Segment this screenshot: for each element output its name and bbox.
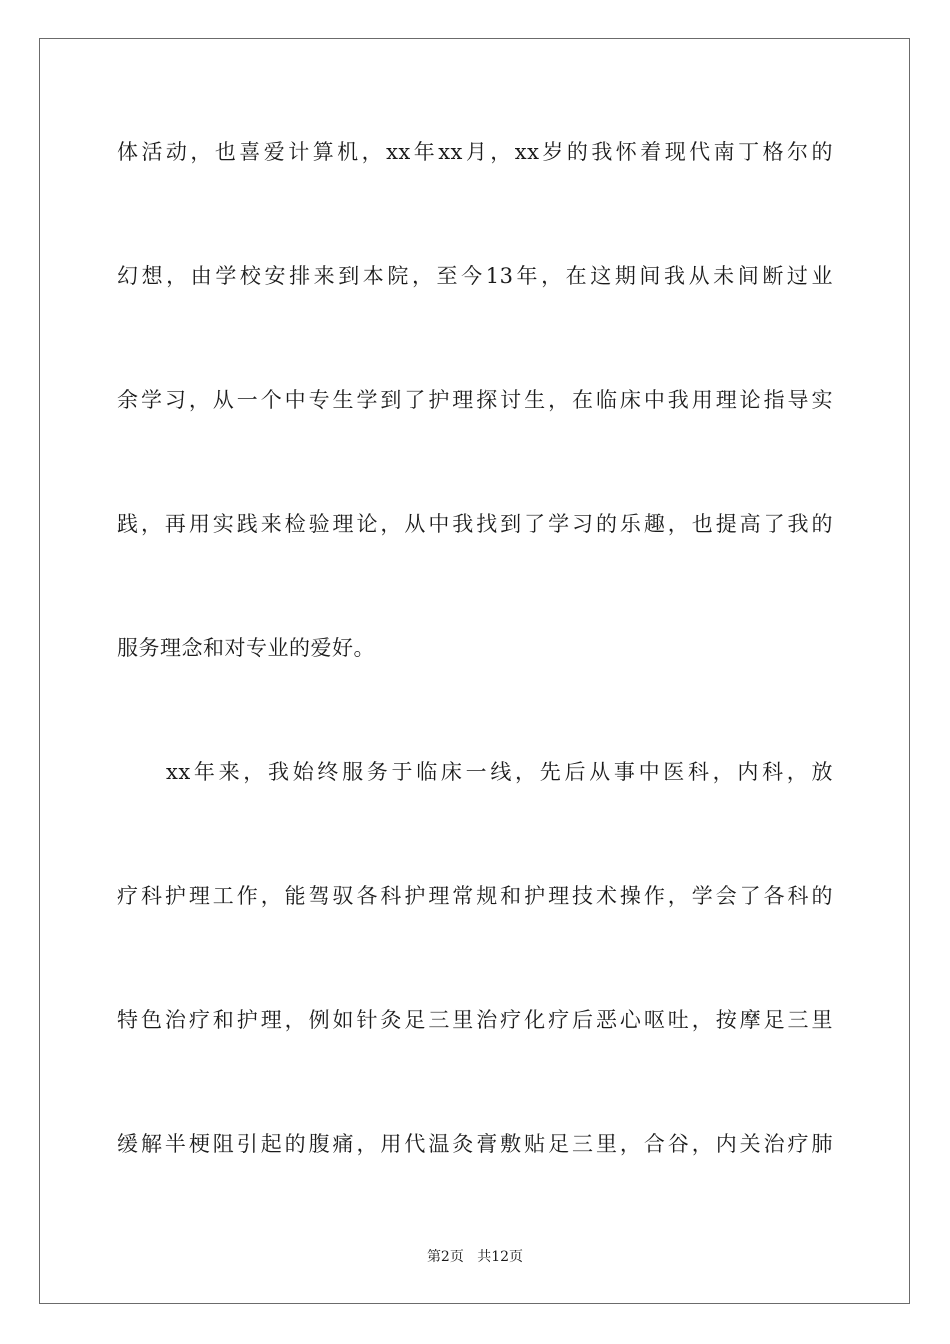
body-line-2: 幻想，由学校安排来到本院，至今13年，在这期间我从未间断过业 xyxy=(117,264,833,288)
body-line-1: 体活动，也喜爱计算机，xx年xx月，xx岁的我怀着现代南丁格尔的 xyxy=(117,140,833,164)
body-line-4: 践，再用实践来检验理论，从中我找到了学习的乐趣，也提高了我的 xyxy=(117,512,833,536)
page-total: 共12页 xyxy=(477,1249,524,1265)
page-border xyxy=(39,38,910,1304)
page-number: 第2页 xyxy=(426,1249,464,1265)
body-line-5: 服务理念和对专业的爱好。 xyxy=(117,636,375,660)
body-line-6: xx年来，我始终服务于临床一线，先后从事中医科，内科，放 xyxy=(166,760,833,784)
body-line-8: 特色治疗和护理，例如针灸足三里治疗化疗后恶心呕吐，按摩足三里 xyxy=(117,1008,833,1032)
body-line-9: 缓解半梗阻引起的腹痛，用代温灸膏敷贴足三里，合谷，内关治疗肺 xyxy=(117,1132,833,1156)
body-line-7: 疗科护理工作，能驾驭各科护理常规和护理技术操作，学会了各科的 xyxy=(117,884,833,908)
body-line-3: 余学习，从一个中专生学到了护理探讨生，在临床中我用理论指导实 xyxy=(117,388,833,412)
page-footer xyxy=(0,1248,950,1266)
